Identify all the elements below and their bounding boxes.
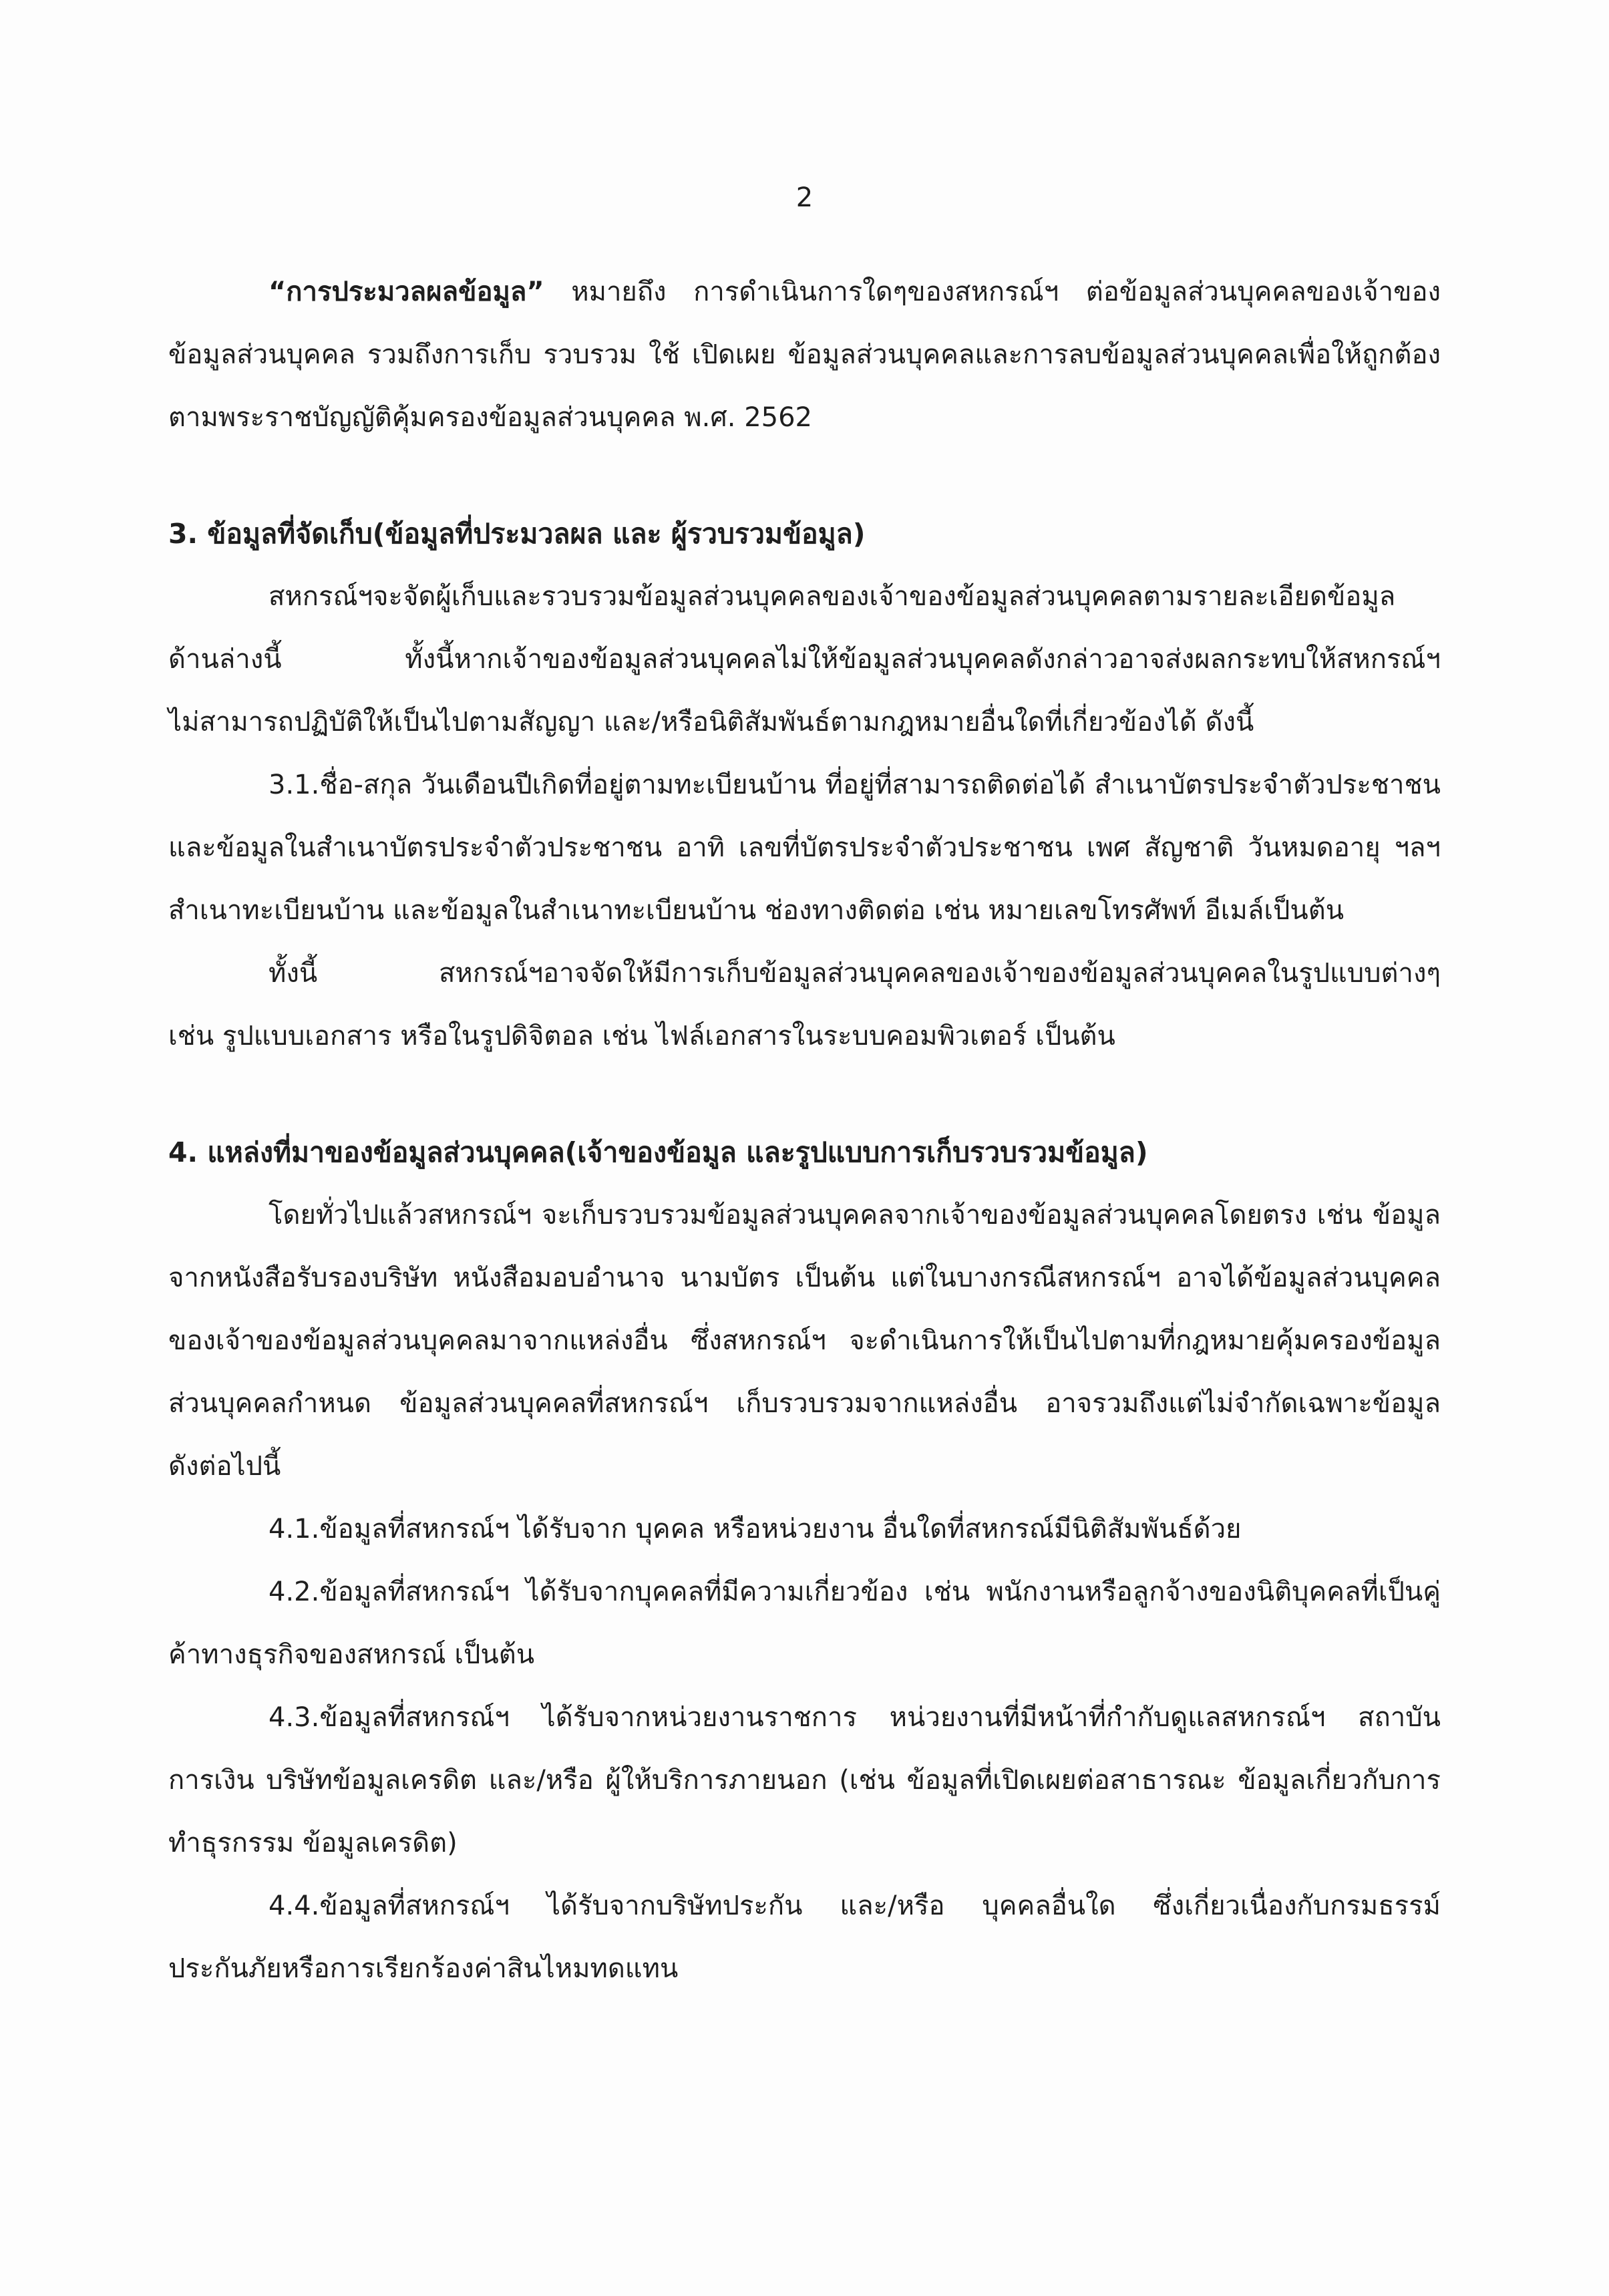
section-3-p2-line-2: และข้อมูลในสำเนาบัตรประจำตัวประชาชน อาทิ เลขที่บัตรประจำตัวประชาชน เพศ สัญชาติ วันหมดอายุ ฯลฯ bbox=[168, 832, 1441, 863]
section-3-p2-line-3: สำเนาทะเบียนบ้าน และข้อมูลในสำเนาทะเบียนบ้าน ช่องทางติดต่อ เช่น หมายเลขโทรศัพท์ อีเมล์เป็นต้น bbox=[168, 895, 1345, 926]
definition-line-1 bbox=[168, 261, 1441, 323]
section-4-item-3-line-2: การเงิน บริษัทข้อมูลเครดิต และ/หรือ ผู้ให้บริการภายนอก (เช่น ข้อมูลที่เปิดเผยต่อสาธารณะ ข้อมูลเกี่ยวกับการ bbox=[168, 1765, 1441, 1796]
section-3-p3-line-2: เช่น รูปแบบเอกสาร หรือในรูปดิจิตอล เช่น ไฟล์เอกสารในระบบคอมพิวเตอร์ เป็นต้น bbox=[168, 1021, 1115, 1051]
section-4-p1-line-5: ดังต่อไปนี้ bbox=[168, 1451, 281, 1482]
definition-term: “การประมวลผลข้อมูล” bbox=[269, 277, 544, 307]
definition-text: หมายถึง การดำเนินการใดๆของสหกรณ์ฯ ต่อข้อมูลส่วนบุคคลของเจ้าของ bbox=[571, 277, 1441, 307]
section-4-item-3-line-3: ทำธุรกรรม ข้อมูลเครดิต) bbox=[168, 1828, 458, 1858]
section-4-item-2-line-2: ค้าทางธุรกิจของสหกรณ์ เป็นต้น bbox=[168, 1639, 535, 1670]
section-3-p1-line-2: ด้านล่างนี้ ทั้งนี้หากเจ้าของข้อมูลส่วนบุคคลไม่ให้ข้อมูลส่วนบุคคลดังกล่าวอาจส่งผลกระทบให้สหกรณ์ฯ bbox=[168, 644, 1441, 675]
section-4-p1-line-4: ส่วนบุคคลกำหนด ข้อมูลส่วนบุคคลที่สหกรณ์ฯ เก็บรวบรวมจากแหล่งอื่น อาจรวมถึงแต่ไม่จำกัดเฉพาะข้อมูล bbox=[168, 1388, 1441, 1419]
section-4-item-1-line-1: 4.1.ข้อมูลที่สหกรณ์ฯ ได้รับจาก บุคคล หรือหน่วยงาน อื่นใดที่สหกรณ์มีนิติสัมพันธ์ด้วย bbox=[269, 1514, 1242, 1544]
section-4-p1-line-2: จากหนังสือรับรองบริษัท หนังสือมอบอำนาจ นามบัตร เป็นต้น แต่ในบางกรณีสหกรณ์ฯ อาจได้ข้อมูลส่วนบุคคล bbox=[168, 1263, 1441, 1293]
section-4-heading: 4. แหล่งที่มาของข้อมูลส่วนบุคคล(เจ้าของข้อมูล และรูปแบบการเก็บรวบรวมข้อมูล) bbox=[168, 1136, 1148, 1168]
section-4-item-3-line-1: 4.3.ข้อมูลที่สหกรณ์ฯ ได้รับจากหน่วยงานราชการ หน่วยงานที่มีหน้าที่กำกับดูแลสหกรณ์ฯ สถาบัน bbox=[269, 1702, 1441, 1733]
document-body bbox=[168, 261, 1441, 2000]
section-3-heading: 3. ข้อมูลที่จัดเก็บ(ข้อมูลที่ประมวลผล และ ผู้รวบรวมข้อมูล) bbox=[168, 518, 866, 550]
definition-line-3: ตามพระราชบัญญัติคุ้มครองข้อมูลส่วนบุคคล พ.ศ. 2562 bbox=[168, 402, 812, 433]
page-number: 2 bbox=[795, 182, 814, 213]
section-3-p1-line-1: สหกรณ์ฯจะจัดผู้เก็บและรวบรวมข้อมูลส่วนบุคคลของเจ้าของข้อมูลส่วนบุคคลตามรายละเอียดข้อมูล bbox=[269, 581, 1396, 612]
section-3-p2-line-1: 3.1.ชื่อ-สกุล วันเดือนปีเกิดที่อยู่ตามทะเบียนบ้าน ที่อยู่ที่สามารถติดต่อได้ สำเนาบัตรประจำตัวประชาชน bbox=[269, 770, 1441, 800]
section-4-item-4-line-2: ประกันภัยหรือการเรียกร้องค่าสินไหมทดแทน bbox=[168, 1953, 679, 1984]
section-4-item-4-line-1: 4.4.ข้อมูลที่สหกรณ์ฯ ได้รับจากบริษัทประกัน และ/หรือ บุคคลอื่นใด ซึ่งเกี่ยวเนื่องกับกรมธรรม์ bbox=[269, 1891, 1441, 1921]
section-3-p1-line-3: ไม่สามารถปฏิบัติให้เป็นไปตามสัญญา และ/หรือนิติสัมพันธ์ตามกฎหมายอื่นใดที่เกี่ยวข้องได้ ดังนี้ bbox=[168, 707, 1254, 737]
section-4-p1-line-1: โดยทั่วไปแล้วสหกรณ์ฯ จะเก็บรวบรวมข้อมูลส่วนบุคคลจากเจ้าของข้อมูลส่วนบุคคลโดยตรง เช่น ข้อมูล bbox=[269, 1200, 1441, 1231]
section-3-p3-line-1: ทั้งนี้ สหกรณ์ฯอาจจัดให้มีการเก็บข้อมูลส่วนบุคคลของเจ้าของข้อมูลส่วนบุคคลในรูปแบบต่างๆ bbox=[269, 958, 1441, 989]
definition-line-2: ข้อมูลส่วนบุคคล รวมถึงการเก็บ รวบรวม ใช้ เปิดเผย ข้อมูลส่วนบุคคลและการลบข้อมูลส่วนบุคคลเพื่อให้ถูกต้อง bbox=[168, 339, 1441, 370]
section-4-item-2-line-1: 4.2.ข้อมูลที่สหกรณ์ฯ ได้รับจากบุคคลที่มีความเกี่ยวข้อง เช่น พนักงานหรือลูกจ้างของนิติบุคคลที่เป็นคู่ bbox=[269, 1577, 1441, 1607]
section-4-p1-line-3: ของเจ้าของข้อมูลส่วนบุคคลมาจากแหล่งอื่น ซึ่งสหกรณ์ฯ จะดำเนินการให้เป็นไปตามที่กฎหมายคุ้มครองข้อมูล bbox=[168, 1325, 1441, 1356]
